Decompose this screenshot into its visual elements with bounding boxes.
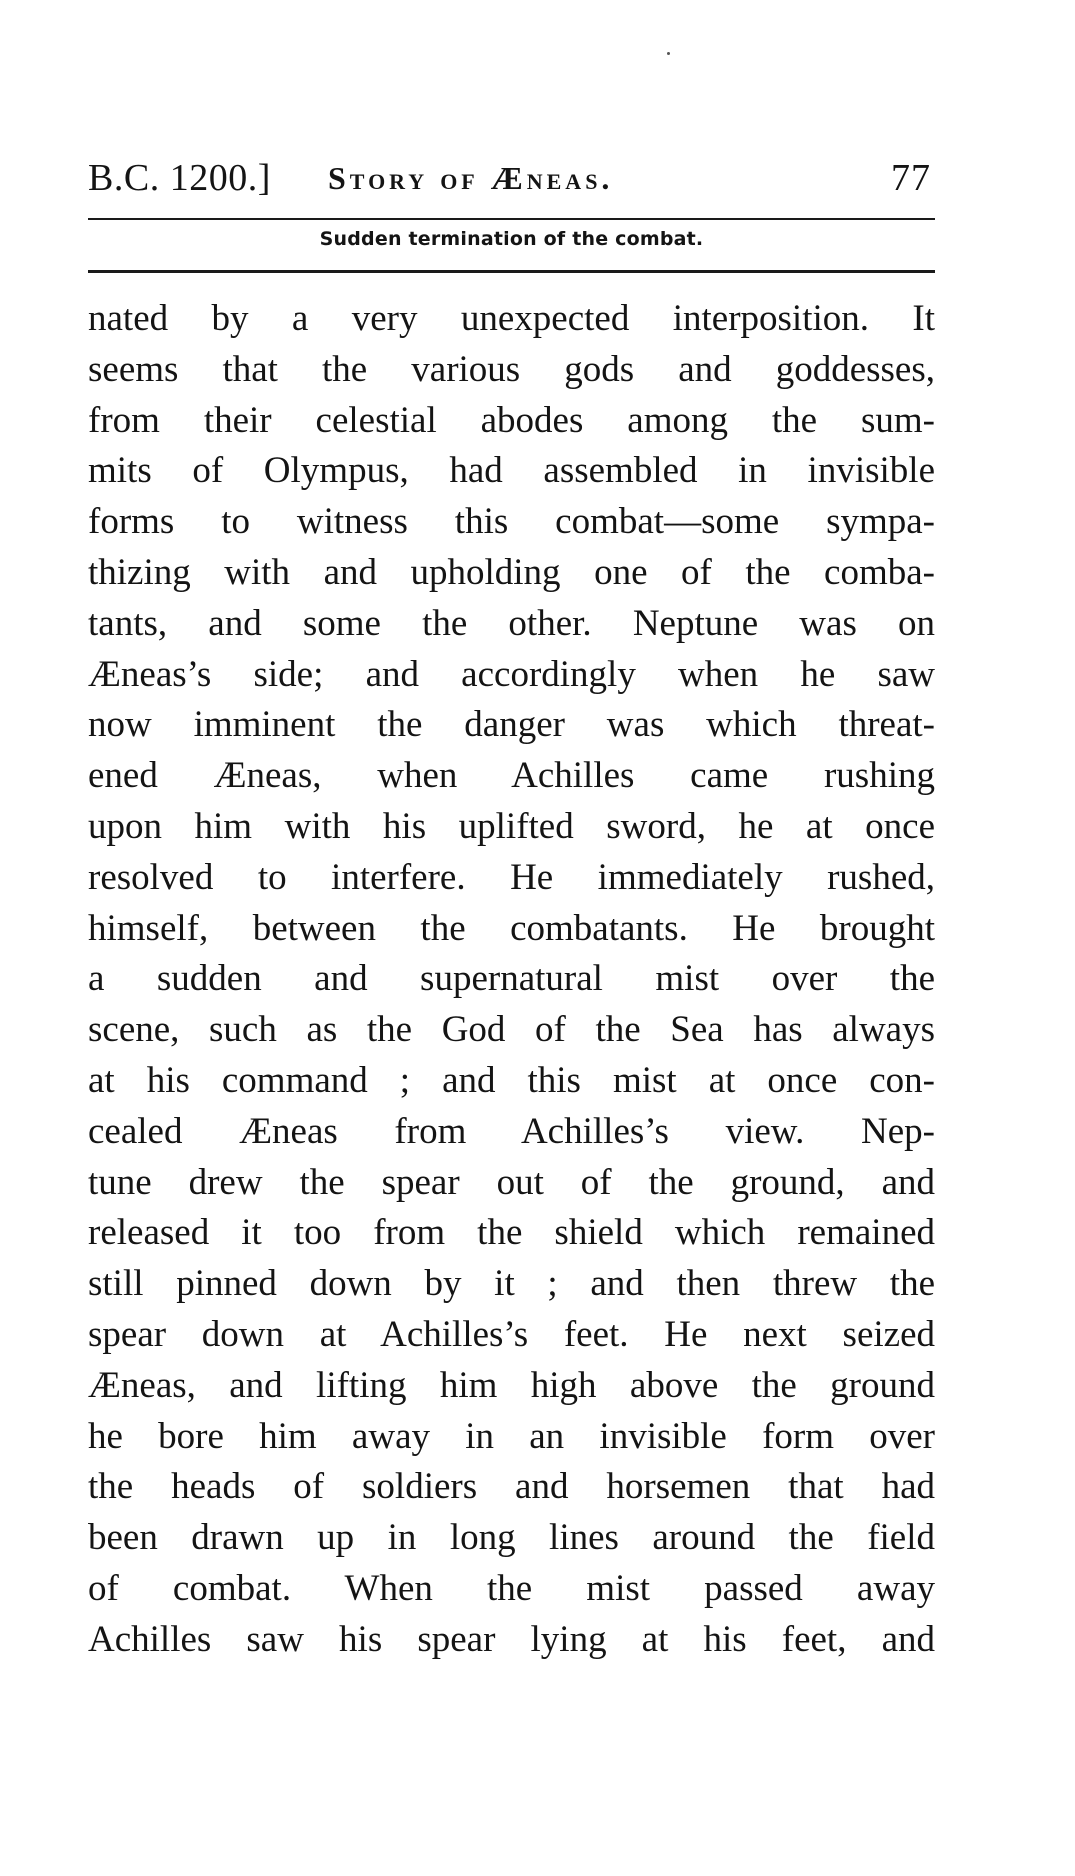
text-line: from their celestial abodes among the sum- xyxy=(88,399,935,441)
header-rule-top xyxy=(88,218,935,220)
header-title: Story of Æneas. xyxy=(328,160,614,196)
text-line: the heads of soldiers and horsemen that had xyxy=(88,1466,935,1508)
text-line: ened Æneas, when Achilles came rushing xyxy=(88,755,935,797)
page-number: 77 xyxy=(891,157,931,199)
text-line: a sudden and supernatural mist over the xyxy=(88,958,935,1000)
text-line: scene, such as the God of the Sea has always xyxy=(88,1009,935,1051)
text-line: thizing with and upholding one of the comba- xyxy=(88,551,935,593)
text-line: seems that the various gods and goddesses, xyxy=(88,348,935,390)
text-line: he bore him away in an invisible form over xyxy=(88,1415,935,1457)
text-line: at his command ; and this mist at once con- xyxy=(88,1059,935,1101)
text-line: forms to witness this combat—some sympa- xyxy=(88,501,935,543)
text-line: Æneas, and lifting him high above the ground xyxy=(88,1364,935,1406)
side-note: Sudden termination of the combat. xyxy=(319,228,704,250)
text-line: released it too from the shield which remained xyxy=(88,1212,935,1254)
text-line: of combat. When the mist passed away xyxy=(88,1567,935,1609)
text-line: Æneas’s side; and accordingly when he saw xyxy=(88,653,935,695)
running-head xyxy=(88,156,935,206)
text-line: still pinned down by it ; and then threw the xyxy=(88,1263,935,1305)
text-line: now imminent the danger was which threat- xyxy=(88,704,935,746)
text-line: Achilles saw his spear lying at his feet, and xyxy=(88,1618,935,1660)
text-line: been drawn up in long lines around the field xyxy=(88,1517,935,1559)
text-line: upon him with his uplifted sword, he at once xyxy=(88,805,935,847)
text-line: tants, and some the other. Neptune was on xyxy=(88,602,935,644)
header-rule-bottom xyxy=(88,270,935,273)
text-line: cealed Æneas from Achilles’s view. Nep- xyxy=(88,1110,935,1152)
text-line: himself, between the combatants. He brought xyxy=(88,907,935,949)
text-line: tune drew the spear out of the ground, and xyxy=(88,1161,935,1203)
text-line: spear down at Achilles’s feet. He next seized xyxy=(88,1313,935,1355)
body-text xyxy=(88,294,935,1666)
text-line: resolved to interfere. He immediately rushed, xyxy=(88,856,935,898)
header-date: B.C. 1200.] xyxy=(88,157,271,199)
text-line: nated by a very unexpected interposition. It xyxy=(88,298,935,339)
text-line: mits of Olympus, had assembled in invisible xyxy=(88,450,935,492)
paper-speck xyxy=(667,52,670,55)
